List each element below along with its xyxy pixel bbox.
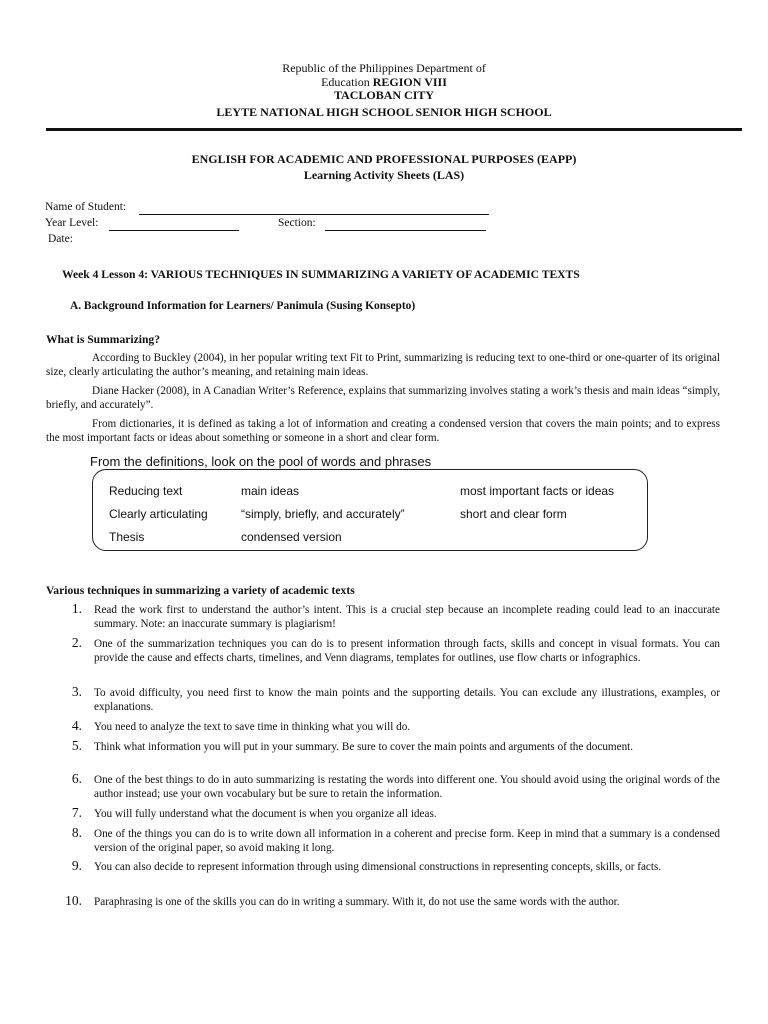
paragraph: According to Buckley (2004), in her popular writing text Fit to Print, summarizing is reducing text to one-third or one-quarter of its original size, clearly articulating the author’s meaning, and retaining main ideas. [46,352,720,378]
header-region: REGION VIII [372,75,447,89]
list-item-number: 8. [71,825,82,840]
word-pool-item: main ideas [241,484,300,498]
section-a-heading: A. Background Information for Learners/ Panimula (Susing Konsepto) [70,300,416,312]
name-field[interactable] [139,214,489,215]
list-item: One of the things you can do is to write down all information in a coherent and precise form. Keep in mind that a summary is a condensed version of the original paper, so avoid making it long. [94,828,720,854]
list-item-number: 10. [65,893,82,908]
word-pool-item: most important facts or ideas [460,484,615,498]
list-item-number: 6. [71,771,82,786]
list-item-number: 9. [71,858,82,873]
list-item: You can also decide to represent information through using dimensional constructions in representing concepts, skills, or facts. [94,861,662,873]
year-level-label: Year Level: [45,217,99,229]
list-item: Read the work first to understand the author’s intent. This is a crucial step because an incomplete reading could lead to an inaccurate summary. Note: an inaccurate summary is plagiarism! [94,604,720,630]
list-item: You need to analyze the text to save time in thinking what you will do. [94,721,411,733]
header-line-2 [0,75,768,89]
list-item-number: 1. [71,601,82,616]
word-pool-intro: From the definitions, look on the pool of words and phrases [90,454,432,469]
section-field[interactable] [325,230,486,231]
name-label: Name of Student: [45,201,127,213]
word-pool-item: Reducing text [109,484,183,498]
word-pool-item: Thesis [109,530,145,544]
course-subtitle: Learning Activity Sheets (LAS) [303,168,465,182]
year-level-field[interactable] [109,230,239,231]
word-pool-item: Clearly articulating [109,507,208,521]
list-item-number: 3. [71,684,82,699]
word-pool-item: “simply, briefly, and accurately” [241,507,405,521]
list-item: You will fully understand what the document is when you organize all ideas. [94,808,437,820]
techniques-heading: Various techniques in summarizing a variety of academic texts [46,584,355,597]
list-item: One of the summarization techniques you can do is to present information through facts, skills and concept in visual formats. You can provide the cause and effects charts, timelines, and Venn diagrams, templates for outlines, use flow charts or infographics. [94,638,720,664]
paragraph: Diane Hacker (2008), in A Canadian Writer’s Reference, explains that summarizing involves stating a work’s thesis and main ideas “simply, briefly, and accurately”. [46,385,720,411]
header-city: TACLOBAN CITY [333,88,435,102]
paragraph: From dictionaries, it is defined as taking a lot of information and creating a condensed version that covers the main points; and to express the most important facts or ideas about something or someone in a short and clear form. [46,418,720,444]
section-label: Section: [278,217,316,229]
list-item: To avoid difficulty, you need first to know the main points and the supporting details. You can exclude any illustrations, examples, or explanations. [94,687,720,713]
list-item: Paraphrasing is one of the skills you can do in writing a summary. With it, do not use the same words with the author. [94,896,620,908]
header-line-1: Republic of the Philippines Department of [282,61,486,75]
list-item-number: 5. [71,738,82,753]
date-label: Date: [48,233,73,245]
lesson-title: Week 4 Lesson 4: VARIOUS TECHNIQUES IN SUMMARIZING A VARIETY OF ACADEMIC TEXTS [62,268,580,281]
word-pool-item: short and clear form [460,507,567,521]
list-item-number: 2. [71,635,82,650]
list-item: Think what information you will put in your summary. Be sure to cover the main points and arguments of the document. [94,741,634,753]
header-divider [46,128,742,131]
word-pool-item: condensed version [241,530,342,544]
course-title: ENGLISH FOR ACADEMIC AND PROFESSIONAL PURPOSES (EAPP) [191,152,577,166]
list-item: One of the best things to do in auto summarizing is restating the words into different one. You should avoid using the original words of the author instead; use your own vocabulary but be sure to retain the information. [94,774,720,800]
list-item-number: 7. [71,805,82,820]
list-item-number: 4. [71,718,82,733]
header-line-2-plain: Education [321,75,373,89]
what-heading: What is Summarizing? [46,333,161,346]
header-school: LEYTE NATIONAL HIGH SCHOOL SENIOR HIGH SCHOOL [216,105,552,119]
